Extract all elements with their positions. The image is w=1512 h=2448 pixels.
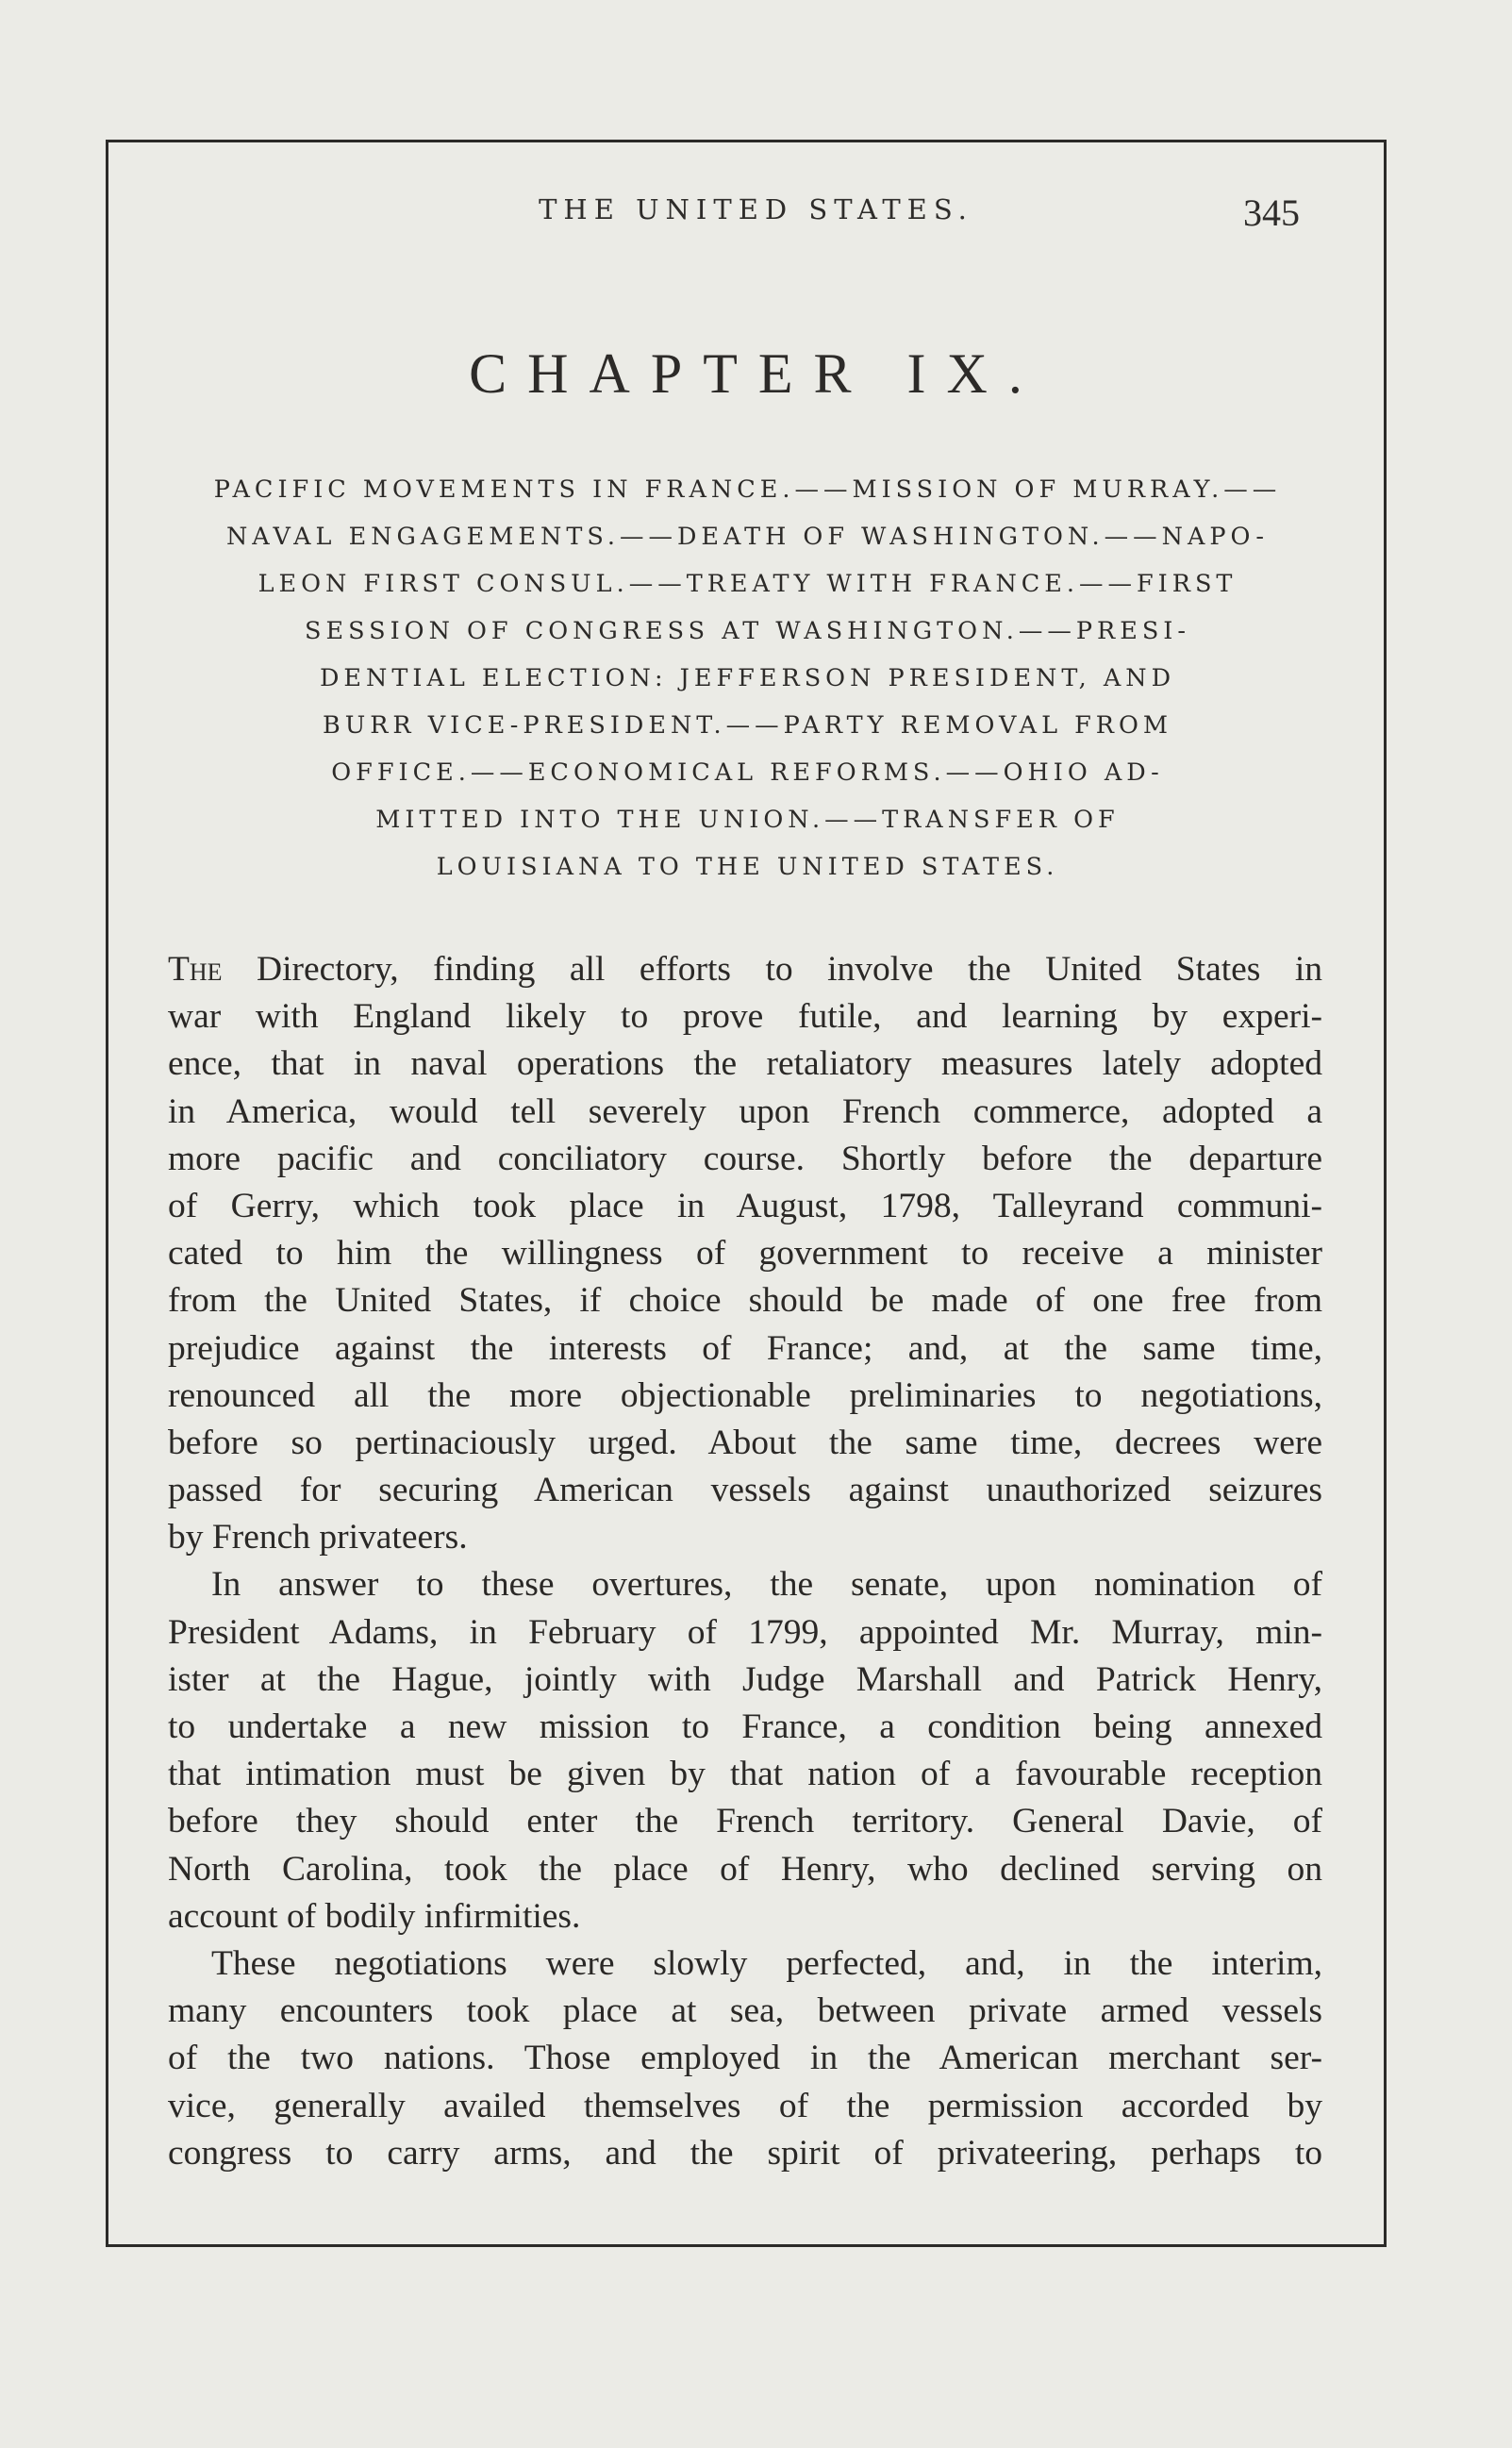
summary-line: SESSION OF CONGRESS AT WASHINGTON.——PRESI- bbox=[305, 617, 1190, 645]
summary-line: MITTED INTO THE UNION.——TRANSFER OF bbox=[375, 806, 1120, 834]
summary-line: DENTIAL ELECTION: JEFFERSON PRESIDENT, AND bbox=[319, 664, 1176, 692]
text-line: of the two nations. Those employed in the American merchant ser- bbox=[168, 2039, 1322, 2078]
text-line: cated to him the willingness of government to receive a minister bbox=[168, 1234, 1322, 1274]
text-line: In answer to these overtures, the senate, upon nomination of bbox=[211, 1565, 1322, 1605]
running-title: THE UNITED STATES. bbox=[539, 193, 973, 225]
text-line: These negotiations were slowly perfected, and, in the interim, bbox=[211, 1943, 1322, 1983]
text-line: war with England likely to prove futile, and learning by experi- bbox=[168, 997, 1322, 1037]
page-number: 345 bbox=[1243, 192, 1300, 234]
text-line: to undertake a new mission to France, a condition being annexed bbox=[168, 1707, 1322, 1746]
text-line: North Carolina, took the place of Henry, who declined serving on bbox=[168, 1849, 1322, 1889]
text-line: prejudice against the interests of France; and, at the same time, bbox=[168, 1328, 1322, 1368]
text-line: ister at the Hague, jointly with Judge Marshall and Patrick Henry, bbox=[168, 1659, 1322, 1699]
text-line: account of bodily infirmities. bbox=[168, 1896, 581, 1936]
text-line: more pacific and conciliatory course. Shortly before the departure bbox=[168, 1139, 1322, 1178]
text-line: President Adams, in February of 1799, appointed Mr. Murray, min- bbox=[168, 1612, 1322, 1652]
text-line: before so pertinaciously urged. About the same time, decrees were bbox=[168, 1423, 1322, 1462]
text-line: vice, generally availed themselves of the permission accorded by bbox=[168, 2086, 1322, 2125]
text-line-content: Directory, finding all efforts to involve the United States in bbox=[222, 950, 1322, 989]
chapter-title: CHAPTER IX. bbox=[469, 342, 1043, 405]
opening-word: The bbox=[168, 950, 223, 989]
summary-line: LEON FIRST CONSUL.——TREATY WITH FRANCE.——FIRST bbox=[258, 570, 1238, 598]
text-line: congress to carry arms, and the spirit of privateering, perhaps to bbox=[168, 2133, 1322, 2173]
text-line: from the United States, if choice should be made of one free from bbox=[168, 1281, 1322, 1321]
text-line: renounced all the more objectionable preliminaries to negotiations, bbox=[168, 1375, 1322, 1415]
text-line bbox=[168, 946, 1322, 993]
text-line: before they should enter the French territory. General Davie, of bbox=[168, 1802, 1322, 1841]
text-line: that intimation must be given by that nation of a favourable reception bbox=[168, 1755, 1322, 1794]
text-line: of Gerry, which took place in August, 1798, Talleyrand communi- bbox=[168, 1186, 1322, 1225]
summary-line: LOUISIANA TO THE UNITED STATES. bbox=[436, 853, 1059, 881]
chapter-summary bbox=[165, 466, 1330, 891]
text-line: passed for securing American vessels against unauthorized seizures bbox=[168, 1471, 1322, 1510]
summary-line: NAVAL ENGAGEMENTS.——DEATH OF WASHINGTON.——NAPO- bbox=[225, 523, 1269, 551]
summary-line: PACIFIC MOVEMENTS IN FRANCE.——MISSION OF MURRAY.—— bbox=[213, 475, 1282, 504]
summary-line: BURR VICE-PRESIDENT.——PARTY REMOVAL FROM bbox=[322, 711, 1173, 740]
text-line: many encounters took place at sea, between private armed vessels bbox=[168, 1991, 1322, 2031]
summary-line: OFFICE.——ECONOMICAL REFORMS.——OHIO AD- bbox=[331, 758, 1164, 787]
body-text bbox=[168, 946, 1322, 2177]
text-line: ence, that in naval operations the retaliatory measures lately adopted bbox=[168, 1044, 1322, 1084]
text-line: in America, would tell severely upon French commerce, adopted a bbox=[168, 1091, 1322, 1131]
text-line: by French privateers. bbox=[168, 1518, 468, 1557]
